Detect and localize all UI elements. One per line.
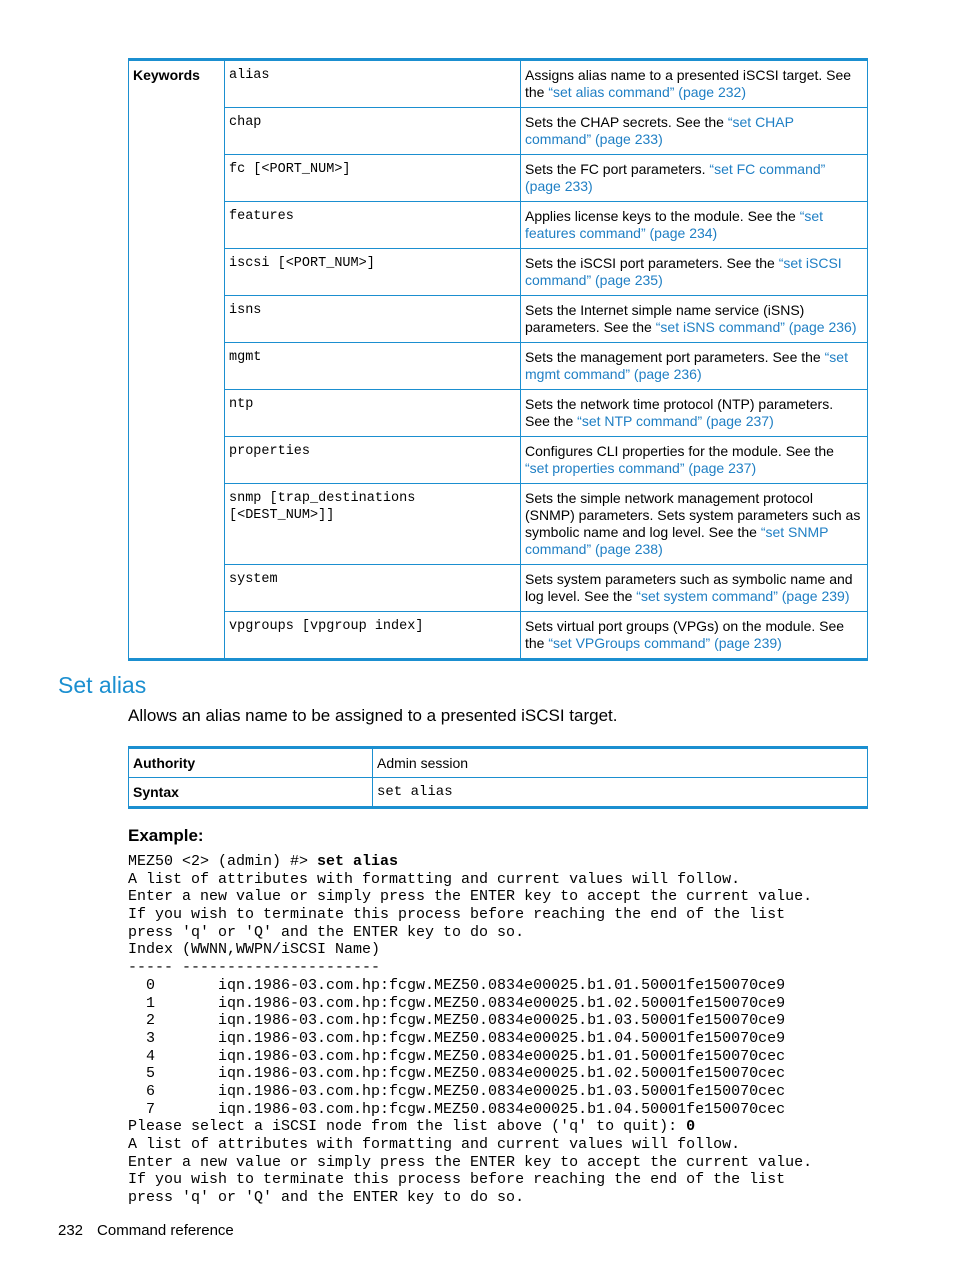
cross-reference-link[interactable]: “set alias command” (page 232)	[548, 84, 747, 100]
cross-reference-link[interactable]: “set properties command” (page 237)	[525, 460, 757, 476]
keyword-description	[521, 296, 868, 343]
console-line: 1 iqn.1986-03.com.hp:fcgw.MEZ50.0834e00025.b1.02.50001fe150070ce9	[128, 994, 786, 1012]
table-row	[129, 108, 868, 155]
keyword-command: mgmt	[225, 343, 521, 390]
table-row	[129, 60, 868, 108]
console-line: press 'q' or 'Q' and the ENTER key to do so.	[128, 1189, 525, 1207]
table-row	[129, 343, 868, 390]
console-line: 0 iqn.1986-03.com.hp:fcgw.MEZ50.0834e00025.b1.01.50001fe150070ce9	[128, 976, 786, 994]
authority-value: Admin session	[373, 748, 868, 778]
keyword-command: snmp [trap_destinations [<DEST_NUM>]]	[225, 484, 521, 565]
keyword-description	[521, 612, 868, 660]
description-text: Sets the simple network management protocol (SNMP) parameters. Sets system parameters such as symbolic name and log level. See the	[525, 490, 861, 540]
cross-reference-link[interactable]: “set iSCSI command” (page 235)	[525, 255, 842, 288]
table-row	[129, 484, 868, 565]
keyword-command: features	[225, 202, 521, 249]
cross-reference-link[interactable]: “set NTP command” (page 237)	[577, 413, 774, 429]
description-text: Sets the Internet simple name service (iSNS) parameters. See the	[525, 302, 805, 335]
keyword-command: ntp	[225, 390, 521, 437]
console-line: Enter a new value or simply press the ENTER key to accept the current value.	[128, 1153, 813, 1171]
console-line: A list of attributes with formatting and current values will follow.	[128, 870, 741, 888]
console-line: 7 iqn.1986-03.com.hp:fcgw.MEZ50.0834e00025.b1.04.50001fe150070cec	[128, 1100, 786, 1118]
keyword-command: isns	[225, 296, 521, 343]
keyword-command: iscsi [<PORT_NUM>]	[225, 249, 521, 296]
example-label: Example:	[128, 826, 204, 845]
keyword-command: chap	[225, 108, 521, 155]
table-row	[129, 249, 868, 296]
cross-reference-link[interactable]: “set CHAP command” (page 233)	[525, 114, 794, 147]
table-row	[129, 202, 868, 249]
keyword-description	[521, 437, 868, 484]
keywords-header: Keywords	[129, 60, 225, 660]
footer-section: Command reference	[97, 1222, 234, 1239]
keyword-command: vpgroups [vpgroup index]	[225, 612, 521, 660]
table-row	[129, 565, 868, 612]
console-line: 5 iqn.1986-03.com.hp:fcgw.MEZ50.0834e00025.b1.02.50001fe150070cec	[128, 1065, 786, 1083]
console-select-line	[128, 1118, 812, 1136]
console-line: Index (WWNN,WWPN/iSCSI Name)	[128, 941, 381, 959]
cross-reference-link[interactable]: “set mgmt command” (page 236)	[525, 349, 848, 382]
page-footer	[58, 1222, 234, 1239]
syntax-value: set alias	[373, 778, 868, 808]
table-row	[129, 155, 868, 202]
page-number: 232	[58, 1222, 84, 1239]
cross-reference-link[interactable]: “set iSNS command” (page 236)	[655, 319, 857, 335]
section-title: Set alias	[58, 672, 147, 698]
keyword-description	[521, 565, 868, 612]
keywords-table	[128, 58, 868, 661]
description-text: Configures CLI properties for the module. See the	[525, 443, 834, 459]
console-line: A list of attributes with formatting and current values will follow.	[128, 1136, 741, 1153]
description-text: Sets virtual port groups (VPGs) on the module. See the	[525, 618, 845, 651]
keyword-description	[521, 60, 868, 108]
description-text: Sets the iSCSI port parameters. See the	[525, 255, 779, 271]
description-text: Sets system parameters such as symbolic name and log level. See the	[525, 571, 853, 604]
description-text: Assigns alias name to a presented iSCSI target. See the	[525, 67, 852, 100]
console-prompt: MEZ50 <2> (admin) #>	[128, 853, 318, 870]
console-line: If you wish to terminate this process before reaching the end of the list	[128, 1171, 786, 1189]
keyword-command: system	[225, 565, 521, 612]
description-text: Applies license keys to the module. See the	[525, 208, 800, 224]
console-select-answer: 0	[686, 1118, 696, 1136]
authority-row	[129, 748, 868, 778]
description-text: Sets the CHAP secrets. See the	[525, 114, 728, 130]
cross-reference-link[interactable]: “set FC command” (page 233)	[525, 161, 826, 194]
description-text: Sets the network time protocol (NTP) parameters. See the	[525, 396, 834, 429]
section-intro: Allows an alias name to be assigned to a presented iSCSI target.	[128, 706, 618, 725]
keyword-description	[521, 484, 868, 565]
keyword-description	[521, 202, 868, 249]
console-line: 2 iqn.1986-03.com.hp:fcgw.MEZ50.0834e00025.b1.03.50001fe150070ce9	[128, 1012, 786, 1030]
console-line: If you wish to terminate this process before reaching the end of the list	[128, 906, 786, 924]
description-text: Sets the management port parameters. See the	[525, 349, 825, 365]
keyword-command: fc [<PORT_NUM>]	[225, 155, 521, 202]
table-row	[129, 296, 868, 343]
keyword-description	[521, 343, 868, 390]
table-row	[129, 612, 868, 660]
keyword-command: properties	[225, 437, 521, 484]
authority-label: Authority	[129, 748, 373, 778]
keyword-description	[521, 108, 868, 155]
console-output	[128, 853, 812, 1207]
keyword-description	[521, 249, 868, 296]
console-line: 4 iqn.1986-03.com.hp:fcgw.MEZ50.0834e00025.b1.01.50001fe150070cec	[128, 1047, 786, 1065]
authority-syntax-table	[128, 746, 868, 809]
keyword-command: alias	[225, 60, 521, 108]
description-text: Sets the FC port parameters.	[525, 161, 710, 177]
syntax-row	[129, 778, 868, 808]
keyword-description	[521, 155, 868, 202]
console-command: set alias	[317, 853, 399, 870]
console-line: 6 iqn.1986-03.com.hp:fcgw.MEZ50.0834e00025.b1.03.50001fe150070cec	[128, 1082, 786, 1100]
console-line: 3 iqn.1986-03.com.hp:fcgw.MEZ50.0834e00025.b1.04.50001fe150070ce9	[128, 1029, 786, 1047]
table-row	[129, 390, 868, 437]
cross-reference-link[interactable]: “set system command” (page 239)	[636, 588, 850, 604]
syntax-label: Syntax	[129, 778, 373, 808]
cross-reference-link[interactable]: “set features command” (page 234)	[525, 208, 824, 241]
console-line: Enter a new value or simply press the ENTER key to accept the current value.	[128, 888, 813, 906]
table-row	[129, 437, 868, 484]
console-line: ----- ----------------------	[128, 959, 381, 977]
console-select-prompt: Please select a iSCSI node from the list above ('q' to quit):	[128, 1118, 687, 1136]
console-command-line	[128, 853, 812, 871]
cross-reference-link[interactable]: “set SNMP command” (page 238)	[525, 524, 829, 557]
keyword-description	[521, 390, 868, 437]
cross-reference-link[interactable]: “set VPGroups command” (page 239)	[548, 635, 782, 651]
console-line: press 'q' or 'Q' and the ENTER key to do so.	[128, 923, 525, 941]
